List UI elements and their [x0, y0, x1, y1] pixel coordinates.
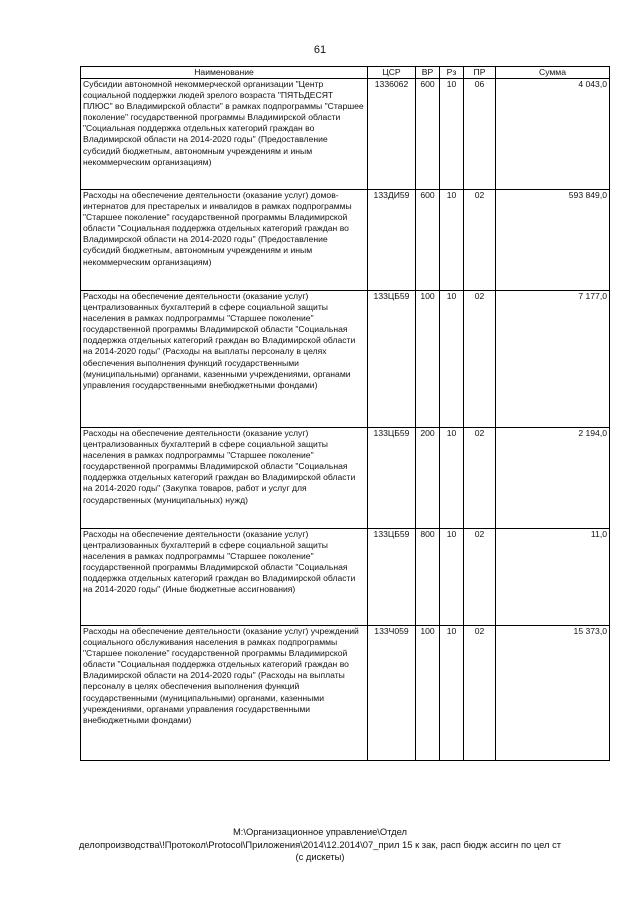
table-row: [81, 190, 610, 291]
cell-csr: 133ЦБ59: [368, 291, 416, 428]
cell-name: Расходы на обеспечение деятельности (оказание услуг) централизованных бухгалтерий в сфере социальной защиты населения в рамках подпрограммы "Старшее поколение" государственной программы Владимирской области "Социальная поддержка отдельных категорий граждан во Владимирской области на 2014-2020 годы" (Расходы на выплаты персоналу в целях обеспечения выполнения функций государственными (муниципальными) органами, казенными учреждениями, органами управления государственными внебюджетными фондами): [81, 291, 368, 428]
cell-vr: 800: [416, 529, 440, 626]
cell-rz: 10: [440, 291, 464, 428]
cell-rz: 10: [440, 428, 464, 529]
cell-sum: 2 194,0: [496, 428, 610, 529]
cell-vr: 100: [416, 291, 440, 428]
cell-sum: 593 849,0: [496, 190, 610, 291]
header-vr: ВР: [416, 67, 440, 79]
cell-csr: 133ЦБ59: [368, 529, 416, 626]
cell-csr: 133Ч059: [368, 626, 416, 761]
cell-rz: 10: [440, 190, 464, 291]
cell-sum: 4 043,0: [496, 79, 610, 190]
cell-rz: 10: [440, 79, 464, 190]
footer-line-2: делопроизводства\!Протокол\Protocol\Приложения\2014\12.2014\07_прил 15 к зак, расп бюдж ассигн по цел ст: [78, 838, 562, 850]
header-csr: ЦСР: [368, 67, 416, 79]
header-pr: ПР: [464, 67, 496, 79]
table-row: [81, 626, 610, 761]
footer-line-3: (с дискеты): [295, 851, 345, 862]
cell-name: Расходы на обеспечение деятельности (оказание услуг) учреждений социального обслуживания населения в рамках подпрограммы "Старшее поколение" государственной программы Владимирской области "Социальная поддержка отдельных категорий граждан во Владимирской области на 2014-2020 годы" (Расходы на выплаты персоналу в целях обеспечения выполнения функций государственными (муниципальными) органами, казенными учреждениями, органами управления государственными внебюджетными фондами): [81, 626, 368, 761]
cell-pr: 02: [464, 626, 496, 761]
table-row: [81, 79, 610, 190]
cell-vr: 600: [416, 79, 440, 190]
cell-sum: 7 177,0: [496, 291, 610, 428]
cell-name: Субсидии автономной некоммерческой организации "Центр социальной поддержки людей зрелого возраста "ПЯТЬДЕСЯТ ПЛЮС" во Владимирской области" в рамках подпрограммы "Старшее поколение" государственной программы Владимирской области "Социальная поддержка отдельных категорий граждан во Владимирской области на 2014-2020 годы" (Предоставление субсидий бюджетным, автономным учреждениям и иным некоммерческим организациям): [81, 79, 368, 190]
cell-pr: 06: [464, 79, 496, 190]
header-sum: Сумма: [496, 67, 610, 79]
cell-name: Расходы на обеспечение деятельности (оказание услуг) домов-интернатов для престарелых и инвалидов в рамках подпрограммы "Старшее поколение" государственной программы Владимирской области "Социальная поддержка отдельных категорий граждан во Владимирской области на 2014-2020 годы" (Предоставление субсидий бюджетным, автономным учреждениям и иным некоммерческим организациям): [81, 190, 368, 291]
cell-vr: 100: [416, 626, 440, 761]
cell-name: Расходы на обеспечение деятельности (оказание услуг) централизованных бухгалтерий в сфере социальной защиты населения в рамках подпрограммы "Старшее поколение" государственной программы Владимирской области "Социальная поддержка отдельных категорий граждан во Владимирской области на 2014-2020 годы" (Иные бюджетные ассигнования): [81, 529, 368, 626]
header-rz: Рз: [440, 67, 464, 79]
cell-name: Расходы на обеспечение деятельности (оказание услуг) централизованных бухгалтерий в сфере социальной защиты населения в рамках подпрограммы "Старшее поколение" государственной программы Владимирской области "Социальная поддержка отдельных категорий граждан во Владимирской области на 2014-2020 годы" (Закупка товаров, работ и услуг для государственных (муниципальных) нужд): [81, 428, 368, 529]
cell-rz: 10: [440, 626, 464, 761]
cell-csr: 133ДИ59: [368, 190, 416, 291]
cell-rz: 10: [440, 529, 464, 626]
table-row: [81, 291, 610, 428]
cell-pr: 02: [464, 190, 496, 291]
cell-vr: 200: [416, 428, 440, 529]
cell-pr: 02: [464, 428, 496, 529]
header-name: Наименование: [81, 67, 368, 79]
cell-pr: 02: [464, 529, 496, 626]
page-number: 61: [313, 44, 327, 56]
table-row: [81, 428, 610, 529]
cell-csr: 133ЦБ59: [368, 428, 416, 529]
file-path-footer: [0, 826, 640, 864]
table-header-row: [81, 67, 610, 79]
cell-csr: 1336062: [368, 79, 416, 190]
cell-pr: 02: [464, 291, 496, 428]
footer-line-1: М:\Организационное управление\Отдел: [232, 826, 408, 837]
table-row: [81, 529, 610, 626]
cell-vr: 600: [416, 190, 440, 291]
cell-sum: 15 373,0: [496, 626, 610, 761]
cell-sum: 11,0: [496, 529, 610, 626]
budget-table: [80, 66, 610, 761]
